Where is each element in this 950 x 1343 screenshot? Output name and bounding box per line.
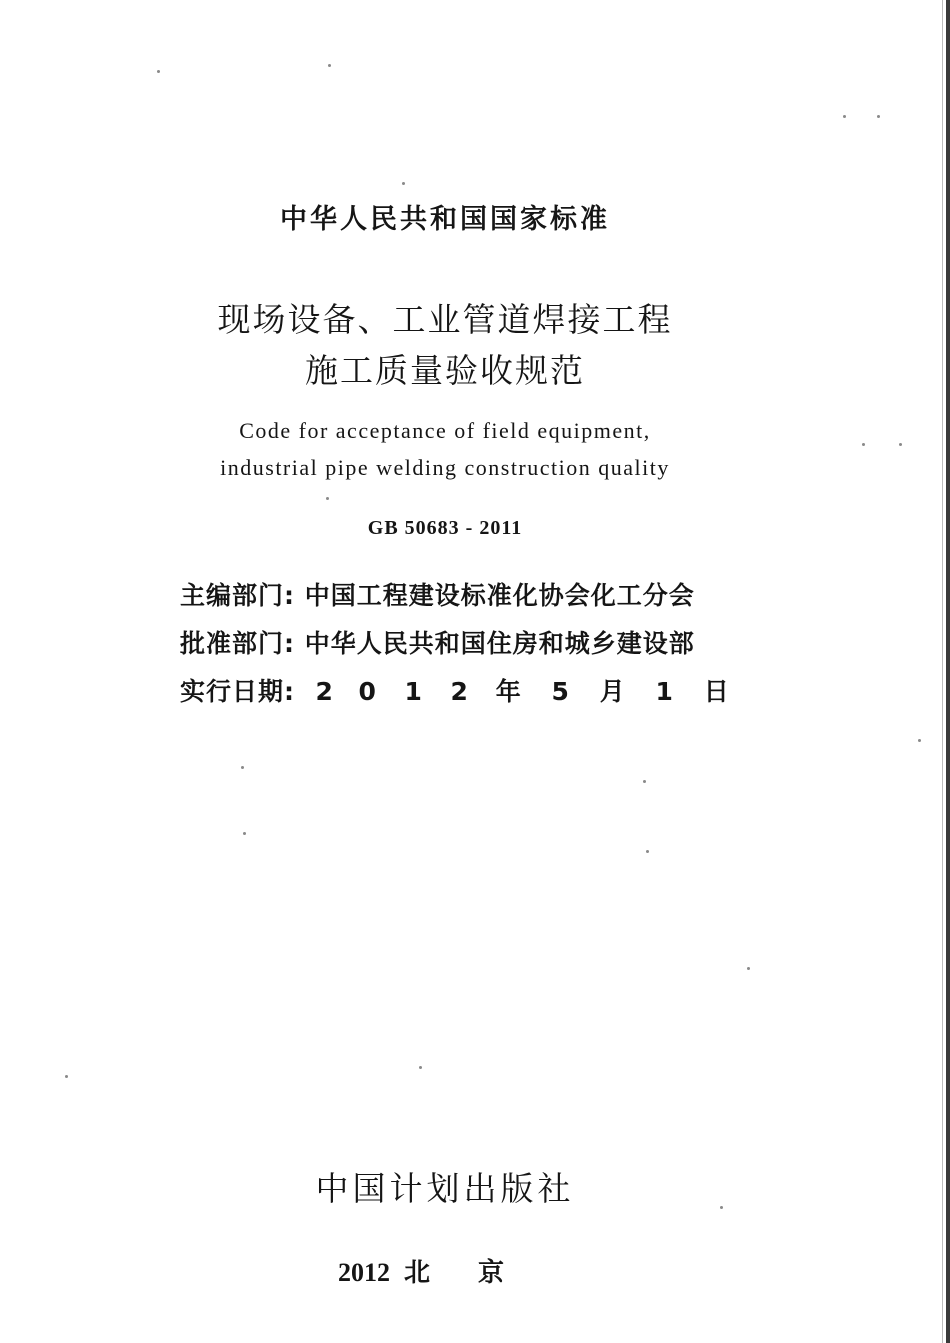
approval-dept-value: 中华人民共和国住房和城乡建设部 — [304, 629, 695, 658]
scan-speck — [326, 497, 329, 500]
effective-date-row — [180, 672, 743, 708]
publication-line — [0, 1252, 890, 1289]
scan-speck — [899, 443, 902, 446]
date-year-char: 年 — [495, 677, 522, 706]
page-edge-shadow — [946, 0, 950, 1343]
date-year-digit-1: 2 — [315, 677, 334, 706]
publication-city: 北京 — [403, 1258, 552, 1287]
chief-dept-row — [180, 576, 695, 612]
date-month-char: 月 — [599, 677, 626, 706]
date-day-digit: 1 — [655, 677, 674, 706]
english-title-line-2: industrial pipe welding construction quality — [220, 455, 670, 480]
scan-speck — [646, 850, 649, 853]
date-month-digit: 5 — [551, 677, 570, 706]
scan-speck — [720, 1206, 723, 1209]
scan-speck — [65, 1075, 68, 1078]
scan-speck — [243, 832, 246, 835]
approval-dept-row — [180, 624, 695, 660]
standard-code: GB 50683 - 2011 — [367, 517, 523, 539]
publisher-name: 中国计划出版社 — [315, 1169, 575, 1208]
scan-speck — [402, 182, 405, 185]
chief-dept-value: 中国工程建设标准化协会化工分会 — [304, 581, 695, 610]
scan-speck — [419, 1066, 422, 1069]
title-line-2: 施工质量验收规范 — [305, 351, 585, 390]
scan-speck — [157, 70, 160, 73]
date-day-char: 日 — [703, 677, 730, 706]
english-title-line-1: Code for acceptance of field equipment, — [239, 418, 651, 443]
publication-year: 2012 — [337, 1258, 390, 1287]
scan-speck — [643, 780, 646, 783]
date-year-digit-4: 2 — [450, 677, 469, 706]
national-standard-heading: 中华人民共和国国家标准 — [280, 204, 610, 235]
date-year-digit-3: 1 — [404, 677, 423, 706]
effective-date-value — [305, 672, 743, 708]
approval-dept-label: 批准部门: — [180, 629, 295, 658]
scan-speck — [918, 739, 921, 742]
chief-dept-label: 主编部门: — [180, 581, 295, 610]
scan-speck — [241, 766, 244, 769]
scan-speck — [877, 115, 880, 118]
scan-speck — [843, 115, 846, 118]
scan-speck — [862, 443, 865, 446]
page-edge-line — [942, 0, 943, 1343]
effective-date-label: 实行日期: — [180, 677, 295, 706]
scan-speck — [328, 64, 331, 67]
scan-speck — [747, 967, 750, 970]
date-year-digit-2: 0 — [358, 677, 377, 706]
title-line-1: 现场设备、工业管道焊接工程 — [217, 300, 673, 339]
